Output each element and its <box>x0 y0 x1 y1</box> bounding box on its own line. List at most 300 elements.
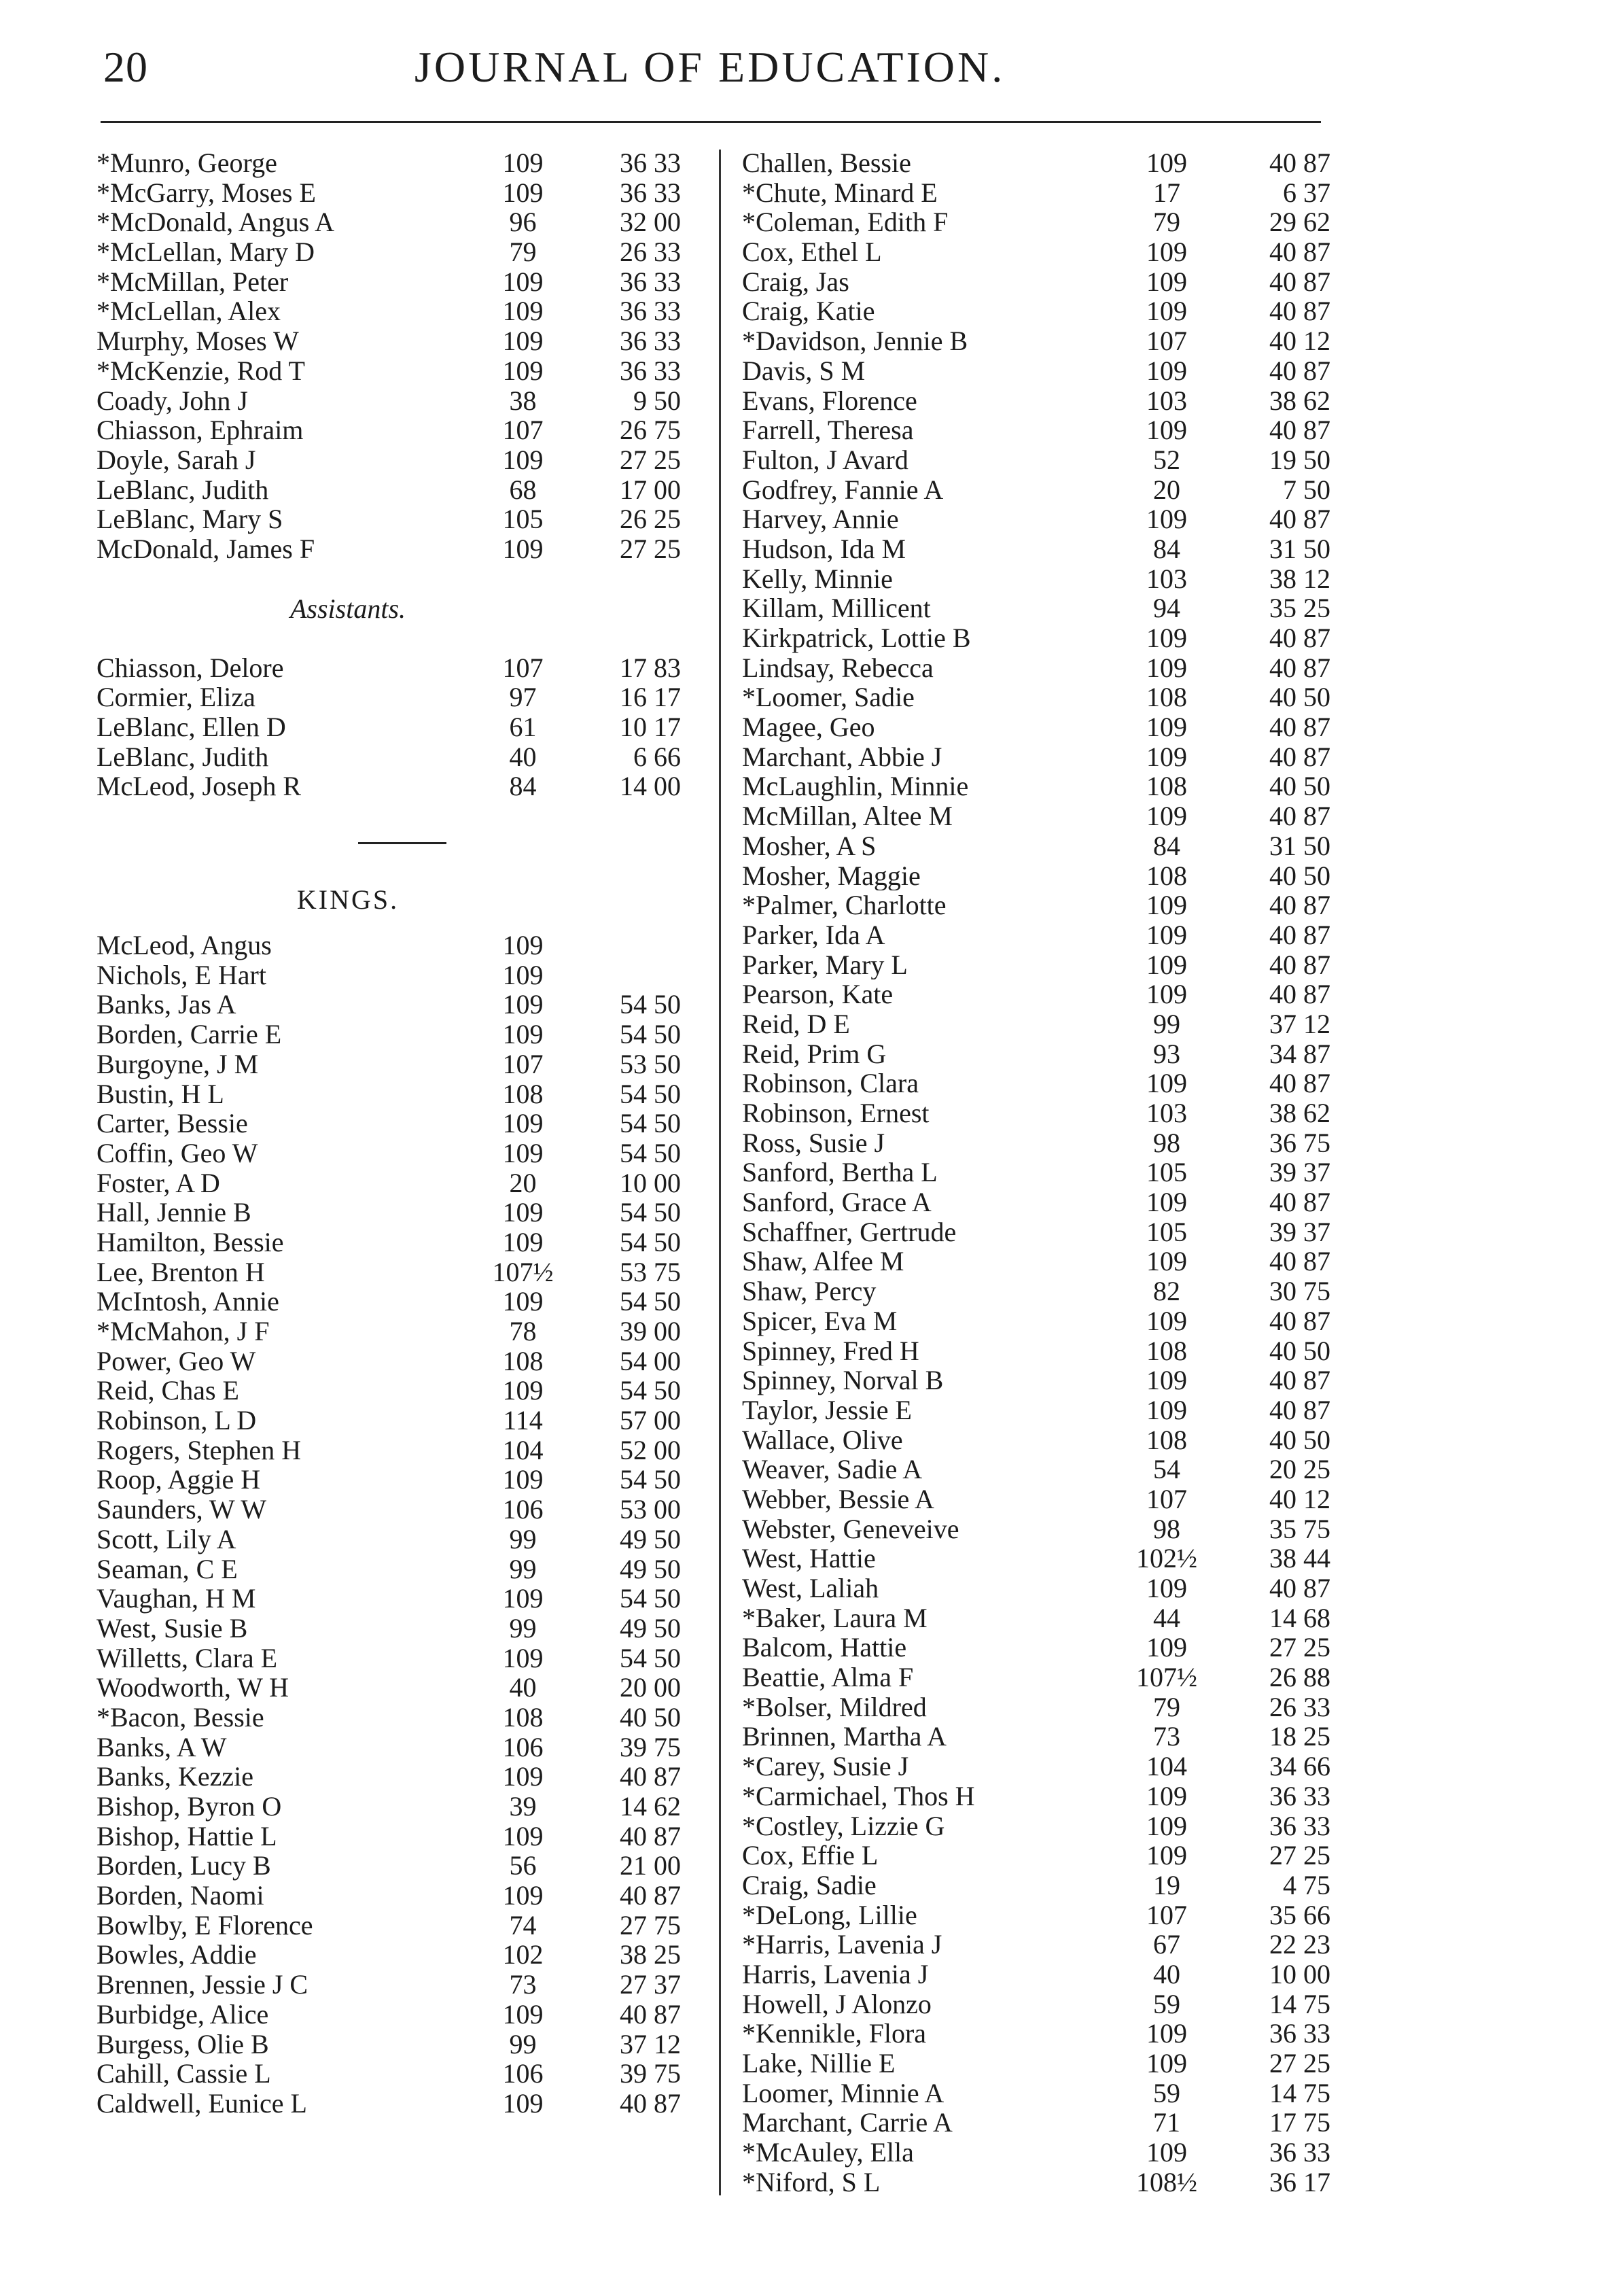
row-name: Carter, Bessie <box>96 1109 248 1138</box>
table-row <box>742 1158 1354 1187</box>
row-name: *Niford, S L <box>742 2167 881 2197</box>
row-name: Bowles, Addie <box>96 1940 257 1970</box>
row-amount: 14 75 <box>1269 1988 1330 2019</box>
row-amount: 14 75 <box>1269 2077 1330 2108</box>
row-days: 108 <box>502 1701 544 1733</box>
row-amount: 39 75 <box>620 2058 681 2089</box>
table-row <box>742 1098 1354 1128</box>
row-days: 99 <box>1153 1008 1180 1039</box>
row-name: *McMahon, J F <box>96 1317 270 1346</box>
row-amount: 40 87 <box>1269 1246 1330 1277</box>
row-name: *McGarry, Moses E <box>96 177 316 208</box>
row-days: 109 <box>1146 237 1187 268</box>
row-name: *Carey, Susie J <box>742 1752 909 1781</box>
row-name: *Loomer, Sadie <box>742 682 915 713</box>
row-name: Marchant, Carrie A <box>742 2108 953 2138</box>
header-rule <box>101 121 1321 123</box>
row-days: 79 <box>509 237 537 268</box>
row-name: Craig, Katie <box>742 296 875 327</box>
row-name: Nichols, E Hart <box>96 960 266 990</box>
table-row <box>742 1128 1354 1158</box>
row-days: 109 <box>1146 1840 1187 1871</box>
row-days: 56 <box>509 1850 537 1881</box>
row-name: Reid, Prim G <box>742 1039 887 1069</box>
row-amount: 38 12 <box>1269 563 1330 594</box>
row-days: 96 <box>509 207 537 238</box>
row-days: 107 <box>1146 1483 1187 1514</box>
row-days: 108 <box>1146 1424 1187 1455</box>
row-name: Mosher, Maggie <box>742 860 921 891</box>
row-amount: 17 00 <box>620 474 681 505</box>
row-name: Borden, Carrie E <box>96 1020 282 1049</box>
row-days: 98 <box>1153 1513 1180 1544</box>
table-row <box>742 1484 1354 1514</box>
table-row <box>742 771 1354 801</box>
table-row <box>96 960 694 990</box>
row-days: 104 <box>1146 1751 1187 1782</box>
row-days: 109 <box>1146 266 1187 297</box>
row-name: Hall, Jennie B <box>96 1198 251 1228</box>
row-amount: 10 00 <box>620 1167 681 1198</box>
table-row <box>742 1752 1354 1781</box>
row-days: 84 <box>1153 533 1180 564</box>
row-amount: 18 25 <box>1269 1721 1330 1752</box>
row-amount: 36 33 <box>1269 1780 1330 1811</box>
row-amount: 22 23 <box>1269 1929 1330 1960</box>
row-amount: 37 12 <box>620 2028 681 2059</box>
table-row <box>742 1841 1354 1871</box>
row-name: Bishop, Hattie L <box>96 1821 277 1851</box>
row-name: McIntosh, Annie <box>96 1287 279 1317</box>
row-name: Rogers, Stephen H <box>96 1435 302 1465</box>
row-name: Brennen, Jessie J C <box>96 1970 308 2000</box>
row-days: 94 <box>1153 593 1180 624</box>
row-name: Harvey, Annie <box>742 504 899 534</box>
row-days: 82 <box>1153 1276 1180 1307</box>
row-days: 109 <box>1146 919 1187 950</box>
row-name: Reid, D E <box>742 1009 850 1039</box>
table-row <box>96 1584 694 1614</box>
row-amount: 54 50 <box>620 1642 681 1673</box>
table-row <box>96 1703 694 1733</box>
row-amount: 40 87 <box>1269 652 1330 683</box>
row-name: Parker, Ida A <box>742 920 885 950</box>
row-amount: 38 62 <box>1269 385 1330 416</box>
row-name: Coady, John J <box>96 385 248 416</box>
table-row <box>742 415 1354 445</box>
row-amount: 7 50 <box>1283 474 1330 505</box>
row-days: 105 <box>502 504 544 535</box>
row-amount: 54 50 <box>620 1583 681 1614</box>
row-amount: 40 87 <box>1269 979 1330 1010</box>
row-name: Bowlby, E Florence <box>96 1910 313 1941</box>
row-amount: 27 25 <box>1269 1840 1330 1871</box>
row-amount: 36 33 <box>620 355 681 386</box>
table-row <box>96 1049 694 1079</box>
row-amount: 54 50 <box>620 1226 681 1257</box>
row-name: Lindsay, Rebecca <box>742 653 934 683</box>
row-name: *Bolser, Mildred <box>742 1692 927 1722</box>
table-row <box>96 1465 694 1495</box>
row-name: Cox, Ethel L <box>742 237 882 267</box>
row-name: Willetts, Clara E <box>96 1643 278 1673</box>
row-days: 109 <box>1146 2048 1187 2078</box>
row-days: 109 <box>1146 979 1187 1010</box>
row-name: LeBlanc, Judith <box>96 474 269 505</box>
row-amount: 29 62 <box>1269 207 1330 238</box>
row-days: 39 <box>509 1791 537 1822</box>
row-amount: 40 87 <box>1269 355 1330 386</box>
row-name: *McMillan, Peter <box>96 266 289 297</box>
row-amount: 53 00 <box>620 1494 681 1525</box>
table-row <box>742 890 1354 920</box>
row-days: 109 <box>502 930 544 961</box>
table-row <box>96 1822 694 1851</box>
assistants-heading: Assistants. <box>289 593 406 624</box>
table-row <box>96 1138 694 1168</box>
row-amount: 49 50 <box>620 1553 681 1584</box>
row-name: *Davidson, Jennie B <box>742 326 968 356</box>
row-name: Craig, Jas <box>742 266 849 297</box>
row-days: 108 <box>502 1078 544 1109</box>
row-amount: 40 87 <box>620 2087 681 2119</box>
row-days: 104 <box>502 1434 544 1465</box>
table-row <box>96 1020 694 1049</box>
row-days: 105 <box>1146 1216 1187 1247</box>
table-row <box>96 1970 694 2000</box>
row-days: 108 <box>502 1345 544 1376</box>
row-amount <box>559 960 681 990</box>
table-row <box>742 2019 1354 2049</box>
row-amount <box>559 930 681 960</box>
table-row <box>742 1781 1354 1811</box>
table-row <box>96 742 694 772</box>
table-row <box>96 1851 694 1881</box>
row-name: West, Hattie <box>742 1544 876 1573</box>
row-name: Lake, Nillie E <box>742 2049 896 2078</box>
row-days: 98 <box>1153 1127 1180 1158</box>
row-days: 109 <box>1146 504 1187 535</box>
row-days: 109 <box>502 326 544 357</box>
row-amount: 10 17 <box>620 712 681 742</box>
row-name: Bustin, H L <box>96 1079 224 1109</box>
row-name: Kelly, Minnie <box>742 563 893 594</box>
row-name: *Baker, Laura M <box>742 1603 928 1633</box>
row-amount: 40 50 <box>1269 682 1330 713</box>
table-row <box>742 682 1354 712</box>
table-row <box>96 445 694 475</box>
row-days: 59 <box>1153 1988 1180 2019</box>
table-row <box>742 2049 1354 2078</box>
row-amount: 36 33 <box>1269 2018 1330 2049</box>
row-name: *Chute, Minard E <box>742 177 938 208</box>
row-amount: 40 87 <box>620 1761 681 1792</box>
table-row <box>96 712 694 742</box>
row-amount: 6 37 <box>1283 177 1330 208</box>
row-days: 107 <box>1146 326 1187 357</box>
row-name: Spinney, Fred H <box>742 1336 919 1366</box>
row-name: Lee, Brenton H <box>96 1257 265 1287</box>
table-row <box>96 237 694 267</box>
row-days: 84 <box>1153 830 1180 861</box>
row-days: 93 <box>1153 1038 1180 1069</box>
row-amount: 36 33 <box>620 147 681 178</box>
row-name: Chiasson, Ephraim <box>96 415 304 445</box>
row-name: *Carmichael, Thos H <box>742 1781 975 1811</box>
row-amount: 14 62 <box>620 1791 681 1822</box>
table-row <box>96 1733 694 1762</box>
row-days: 61 <box>509 712 537 742</box>
row-amount: 49 50 <box>620 1612 681 1643</box>
row-days: 103 <box>1146 563 1187 594</box>
row-amount: 39 37 <box>1269 1157 1330 1188</box>
row-name: *Harris, Lavenia J <box>742 1930 942 1960</box>
table-row <box>742 1217 1354 1247</box>
row-amount: 37 12 <box>1269 1008 1330 1039</box>
table-row <box>742 296 1354 326</box>
row-days: 103 <box>1146 1098 1187 1128</box>
row-days: 109 <box>1146 296 1187 327</box>
row-amount: 38 62 <box>1269 1098 1330 1128</box>
row-days: 109 <box>502 2087 544 2119</box>
row-days: 109 <box>502 1197 544 1228</box>
row-amount: 40 87 <box>1269 949 1330 980</box>
kings-list <box>96 930 694 2119</box>
row-name: Banks, Kezzie <box>96 1762 254 1792</box>
table-row <box>96 148 694 178</box>
row-amount: 40 12 <box>1269 326 1330 357</box>
row-amount: 40 87 <box>1269 623 1330 653</box>
table-row <box>742 1455 1354 1484</box>
row-name: *Costley, Lizzie G <box>742 1811 945 1841</box>
row-amount: 35 75 <box>1269 1513 1330 1544</box>
row-amount: 40 87 <box>1269 504 1330 535</box>
row-name: Saunders, W W <box>96 1495 266 1525</box>
table-row <box>742 326 1354 356</box>
table-row <box>96 682 694 712</box>
row-name: Ross, Susie J <box>742 1128 885 1158</box>
table-row <box>96 2000 694 2030</box>
row-name: McLaughlin, Minnie <box>742 771 969 802</box>
right-list <box>742 148 1354 2197</box>
table-row <box>96 1168 694 1198</box>
row-name: *Bacon, Bessie <box>96 1702 264 1733</box>
table-row <box>742 1871 1354 1900</box>
row-name: Hudson, Ida M <box>742 534 906 564</box>
row-amount: 54 00 <box>620 1345 681 1376</box>
table-row <box>96 1257 694 1287</box>
table-row <box>742 623 1354 653</box>
table-row <box>96 356 694 386</box>
table-row <box>96 1525 694 1554</box>
table-row <box>742 207 1354 237</box>
row-name: *McKenzie, Rod T <box>96 355 305 386</box>
row-name: *Coleman, Edith F <box>742 207 949 238</box>
row-amount: 54 50 <box>620 1197 681 1228</box>
row-amount: 54 50 <box>620 989 681 1020</box>
section-separator <box>96 801 599 859</box>
row-amount: 54 50 <box>620 1137 681 1168</box>
row-days: 17 <box>1153 177 1180 208</box>
row-amount: 40 87 <box>1269 1187 1330 1218</box>
row-name: *DeLong, Lillie <box>742 1900 917 1930</box>
row-amount: 27 37 <box>620 1969 681 2000</box>
row-amount: 26 33 <box>1269 1691 1330 1722</box>
row-days: 109 <box>1146 1394 1187 1425</box>
right-column <box>742 148 1354 2197</box>
row-amount: 40 50 <box>620 1701 681 1733</box>
row-days: 107½ <box>1136 1662 1197 1693</box>
row-name: Burgess, Olie B <box>96 2029 269 2059</box>
table-row <box>96 178 694 208</box>
row-amount: 10 00 <box>1269 1958 1330 1989</box>
row-name: Howell, J Alonzo <box>742 1989 932 2019</box>
table-row <box>742 1663 1354 1692</box>
row-days: 109 <box>502 1880 544 1911</box>
row-days: 107 <box>502 1048 544 1079</box>
row-name: McDonald, James F <box>96 534 315 564</box>
row-amount: 20 25 <box>1269 1454 1330 1485</box>
row-days: 19 <box>1153 1869 1180 1900</box>
row-name: Balcom, Hattie <box>742 1633 907 1663</box>
table-row <box>742 1960 1354 1989</box>
row-name: Banks, Jas A <box>96 990 236 1020</box>
table-row <box>96 930 694 960</box>
row-days: 109 <box>1146 1365 1187 1396</box>
table-row <box>742 1039 1354 1069</box>
row-amount: 40 50 <box>1269 1335 1330 1366</box>
row-amount: 16 17 <box>620 682 681 713</box>
row-days: 109 <box>1146 415 1187 446</box>
row-name: Wallace, Olive <box>742 1425 903 1455</box>
table-row <box>96 1287 694 1317</box>
row-amount: 57 00 <box>620 1405 681 1436</box>
table-row <box>742 1306 1354 1336</box>
row-days: 71 <box>1153 2107 1180 2138</box>
row-name: Burbidge, Alice <box>96 1999 269 2030</box>
row-name: Cahill, Cassie L <box>96 2059 271 2089</box>
row-amount: 40 87 <box>620 1998 681 2030</box>
row-amount: 36 33 <box>620 296 681 327</box>
row-amount: 36 33 <box>1269 1810 1330 1841</box>
row-amount: 27 25 <box>1269 2048 1330 2078</box>
row-name: LeBlanc, Ellen D <box>96 712 286 742</box>
table-row <box>742 1514 1354 1544</box>
table-row <box>742 2078 1354 2108</box>
row-days: 107 <box>1146 1899 1187 1930</box>
row-name: Godfrey, Fannie A <box>742 474 944 505</box>
table-row <box>742 534 1354 564</box>
row-amount: 40 87 <box>620 1820 681 1851</box>
row-name: Murphy, Moses W <box>96 326 299 356</box>
row-days: 102½ <box>1136 1543 1197 1574</box>
table-row <box>96 415 694 445</box>
row-days: 79 <box>1153 1691 1180 1722</box>
table-row <box>742 2108 1354 2138</box>
table-row <box>96 1436 694 1465</box>
row-name: West, Susie B <box>96 1613 248 1643</box>
row-name: McLeod, Angus <box>96 930 272 960</box>
row-name: Burgoyne, J M <box>96 1049 259 1079</box>
row-days: 114 <box>503 1405 543 1436</box>
row-days: 107 <box>502 652 544 683</box>
table-row <box>742 386 1354 416</box>
row-name: Brinnen, Martha A <box>742 1722 947 1752</box>
row-name: Robinson, Ernest <box>742 1098 930 1128</box>
separator-dash <box>358 842 446 844</box>
row-name: *Palmer, Charlotte <box>742 890 947 920</box>
row-amount: 40 87 <box>1269 415 1330 446</box>
table-row <box>96 475 694 505</box>
table-row <box>742 2168 1354 2197</box>
row-amount: 34 66 <box>1269 1751 1330 1782</box>
row-amount: 30 75 <box>1269 1276 1330 1307</box>
row-amount: 27 25 <box>1269 1632 1330 1663</box>
table-row <box>742 920 1354 950</box>
row-days: 109 <box>1146 2018 1187 2049</box>
row-name: Doyle, Sarah J <box>96 445 256 475</box>
row-amount: 40 87 <box>1269 1068 1330 1099</box>
row-days: 109 <box>502 1761 544 1792</box>
row-amount: 40 87 <box>620 1880 681 1911</box>
row-days: 109 <box>502 1137 544 1168</box>
row-amount: 53 75 <box>620 1256 681 1287</box>
table-row <box>96 1198 694 1228</box>
row-name: Harris, Lavenia J <box>742 1959 929 1989</box>
table-row <box>96 1554 694 1584</box>
table-row <box>742 445 1354 475</box>
row-days: 109 <box>1146 1573 1187 1603</box>
row-name: *Munro, George <box>96 148 277 178</box>
table-row <box>96 1346 694 1376</box>
row-amount: 17 75 <box>1269 2107 1330 2138</box>
table-row <box>742 1187 1354 1217</box>
row-name: Reid, Chas E <box>96 1376 239 1406</box>
row-amount: 36 75 <box>1269 1127 1330 1158</box>
row-days: 109 <box>1146 1305 1187 1336</box>
row-name: Weaver, Sadie A <box>742 1455 923 1484</box>
row-amount: 4 75 <box>1283 1869 1330 1900</box>
row-name: Chiasson, Delore <box>96 653 284 683</box>
row-days: 79 <box>1153 207 1180 238</box>
row-days: 109 <box>1146 1632 1187 1663</box>
assistants-list <box>96 653 694 801</box>
table-row <box>96 1762 694 1792</box>
table-row <box>742 475 1354 505</box>
table-row <box>742 712 1354 742</box>
row-days: 109 <box>1146 712 1187 743</box>
row-amount: 26 75 <box>620 415 681 446</box>
row-amount: 52 00 <box>620 1434 681 1465</box>
row-name: Robinson, L D <box>96 1406 257 1436</box>
row-amount: 40 87 <box>1269 919 1330 950</box>
row-amount: 54 50 <box>620 1286 681 1317</box>
table-row <box>742 267 1354 297</box>
row-name: Roop, Aggie H <box>96 1465 261 1495</box>
table-row <box>742 1247 1354 1276</box>
row-days: 109 <box>502 1464 544 1495</box>
row-days: 109 <box>502 1226 544 1257</box>
row-amount: 21 00 <box>620 1850 681 1881</box>
table-row <box>96 1673 694 1703</box>
row-name: Shaw, Percy <box>742 1276 877 1306</box>
row-name: Killam, Millicent <box>742 593 931 623</box>
row-days: 106 <box>502 2058 544 2089</box>
row-amount: 31 50 <box>1269 533 1330 564</box>
row-name: Spicer, Eva M <box>742 1306 898 1336</box>
row-amount: 38 25 <box>620 1939 681 1970</box>
row-amount: 14 00 <box>620 771 681 802</box>
